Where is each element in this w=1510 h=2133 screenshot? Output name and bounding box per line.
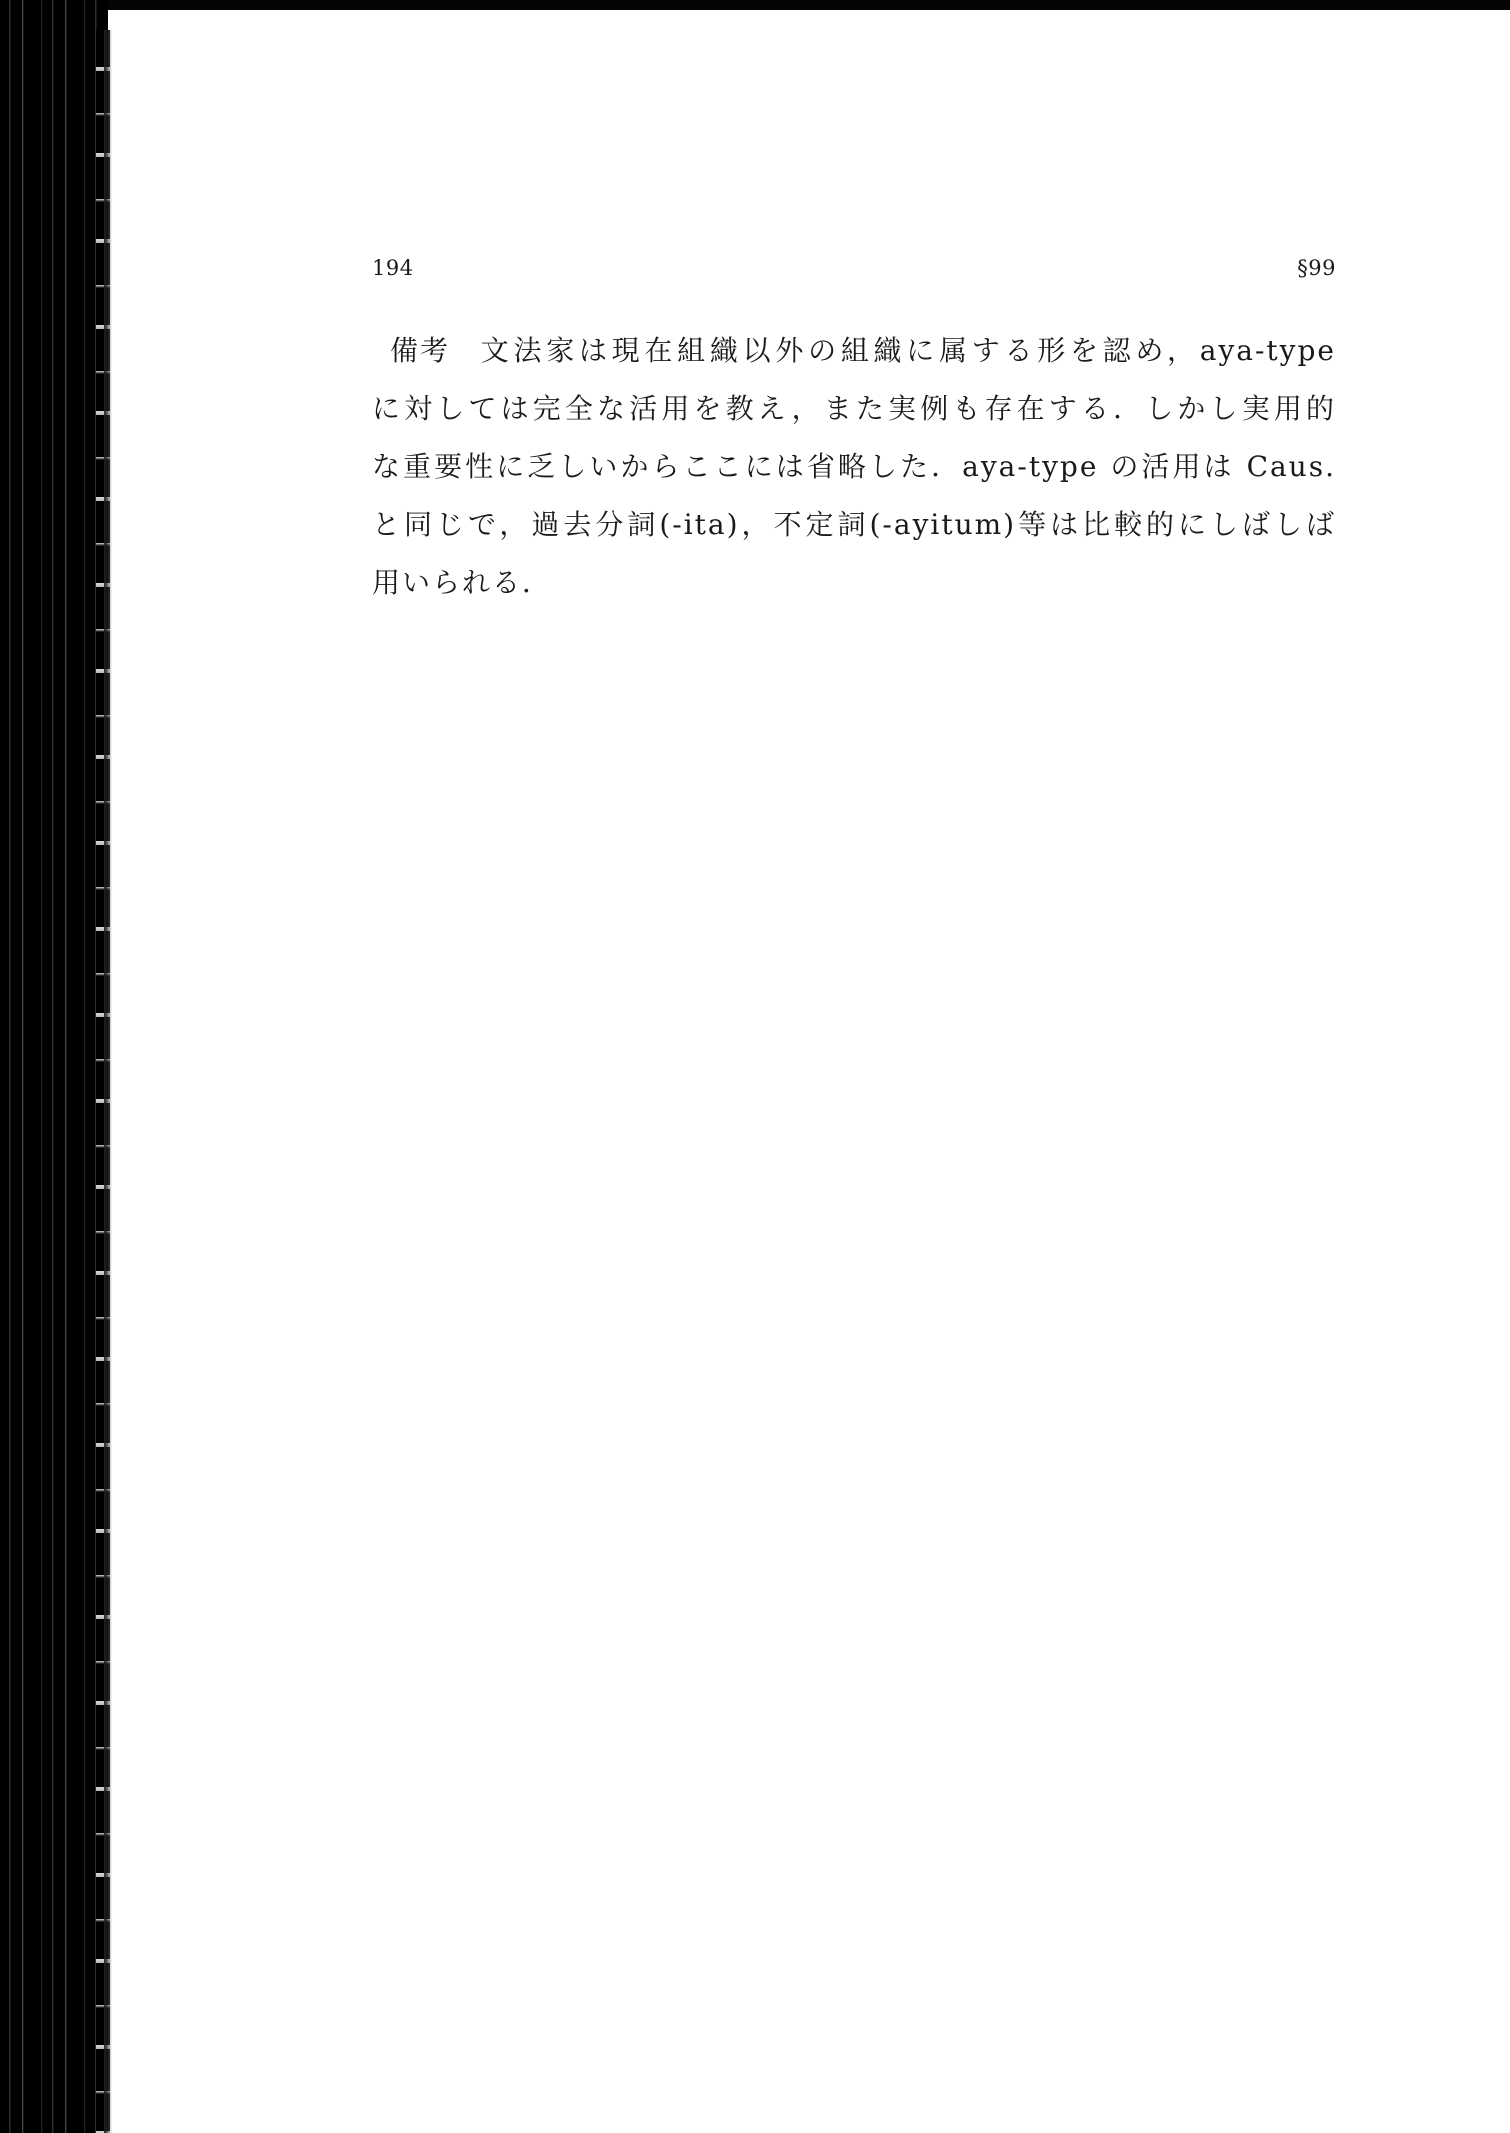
remark-label: 備考 (390, 334, 451, 367)
remark-line-1-text: 文法家は現在組織以外の組織に属する形を認め，aya-type (478, 334, 1336, 367)
remark-line-4: と同じで，過去分詞(-ita)，不定詞(-ayitum)等は比較的にしばしば (372, 508, 1336, 541)
page-number: 194 (372, 256, 414, 280)
remark-line-1 (372, 322, 1336, 380)
page-header (372, 256, 1336, 286)
book-spine-shadow (0, 0, 108, 2133)
section-marker: §99 (1297, 256, 1336, 280)
remark-line-3: な重要性に乏しいからここには省略した．aya-type の活用は Caus. (372, 450, 1336, 483)
book-spine-fade (104, 30, 112, 2133)
remark-line-5: 用いられる． (372, 566, 553, 599)
remark-paragraph (372, 322, 1336, 612)
scan-top-edge (0, 0, 1510, 10)
remark-line-2: に対しては完全な活用を教え，また実例も存在する．しかし実用的 (372, 392, 1336, 425)
